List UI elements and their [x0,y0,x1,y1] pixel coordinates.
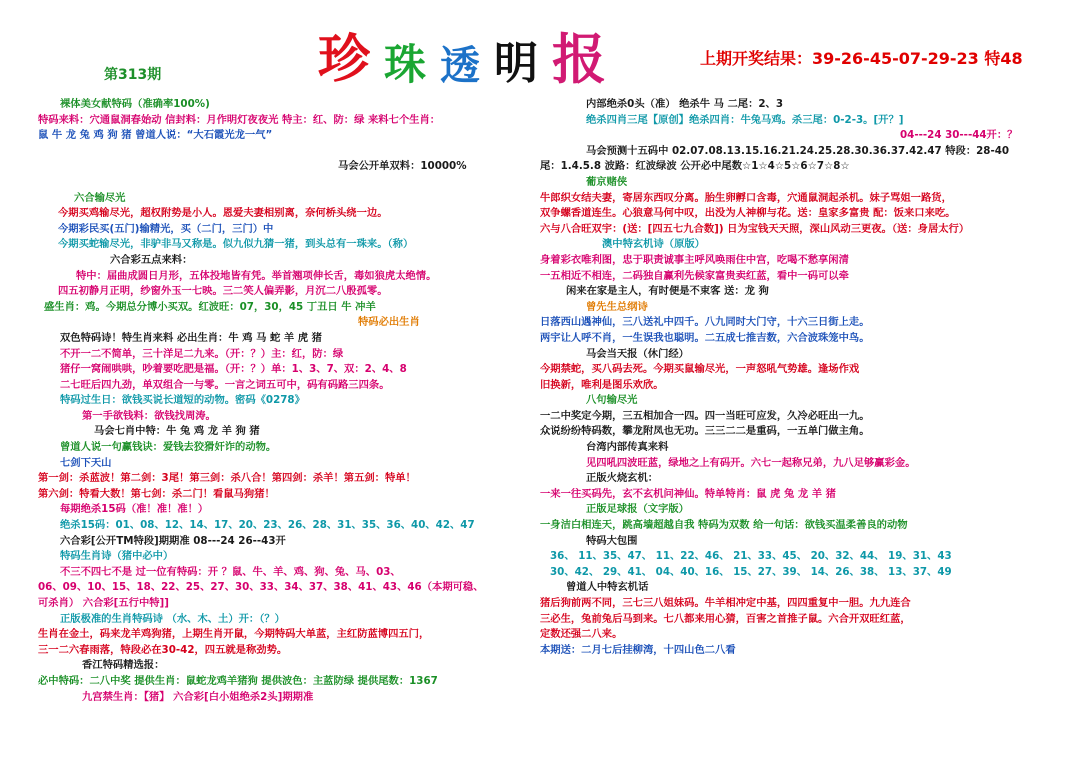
left-column [38,97,500,705]
left-column-text-line: 盛生肖：鸡。今期总分博小买双。红波旺：07，30，45 丁丑日 牛 冲羊 [44,300,376,313]
left-column-text-line [38,144,500,160]
left-column-text-line: 正版极准的生肖特码诗 （水、木、土）开：（？） [60,612,285,625]
left-column-text-line: 特码生肖诗（猪中必中） [60,550,174,563]
right-column-text-line: 曾先生总纲诗 [586,300,648,313]
right-column-text-line: 定数还强二八来。 [540,628,623,641]
right-column-text-line: 一来一往买码先，玄不玄机问神仙。特单特肖：鼠 虎 兔 龙 羊 猪 [540,487,836,500]
right-column-text-line: 牛郎织女结夫妻，寄居东西叹分离。胎生卵孵口含毒，穴通鼠洞起杀机。妹子骂姐一路货， [540,191,952,204]
right-column-text-line: 本期送：二月七后挂柳湾，十四山色二八看 [540,643,736,656]
left-column-text-line: 第一手欲钱料：欲钱找周涛。 [82,409,216,422]
title-char-1: 珍 [318,29,371,90]
last-draw-result: 上期开奖结果：39-26-45-07-29-23 特48 [700,49,1023,68]
left-column-text-line: 必中特码：二八中奖 提供生肖：鼠蛇龙鸡羊猪狗 提供波色：主蓝防绿 提供尾数：1367 [38,674,438,687]
right-column-text-line: 尾：1.4.5.8 波路：红波绿波 公开必中尾数☆1☆4☆5☆6☆7☆8☆ [540,160,850,173]
left-column-text-line: 今期买鸡输尽光，超权附势是小人。恩爱夫妻相别离，奈何桥头绕一边。 [58,207,388,220]
right-column-text-line: 三必生，兔前兔后马到来。七八都来用心猜，百害之首推子鼠。六合开双旺红蓝， [540,612,911,625]
right-column-text-line: 身着彩衣唯利图，忠于职责诚事主呼风唤雨住中宫，吃喝不愁享闲清 [540,253,849,266]
left-column-text-line: 每期绝杀15码（准！准！准！） [60,503,209,516]
right-column-text-line: 台湾内部传真来料 [586,441,669,454]
left-column-text-line: 今期买蛇输尽光，非驴非马又称是。似九似九猜一猪，到头总有一珠来。（称） [58,238,414,251]
right-column-text-line: 36、 11、35、47、 11、22、46、 21、33、45、 20、32、44、 19、31、43 [550,550,952,563]
title-char-4: 明 [494,38,539,89]
right-column [540,97,1048,658]
right-column-text-line: 见四吼四波旺蓝，绿地之上有码开。六七一起称兄弟，九八足够赢彩金。 [586,456,916,469]
right-column-text-line: 马会当天报（休门经） [586,347,689,360]
title-char-2: 珠 [384,40,427,89]
left-column-text-line: 七剑下天山 [60,456,112,469]
left-column-text-line: 裸体美女献特码（准确率100%) [60,98,210,110]
left-column-text-line: 特中：届曲成圆日月形，五体投地皆有凭。举首翘项伸长舌，毒如狼虎太绝情。 [76,269,437,282]
right-column-text-line: 猪后狗前两不同，三七三八姐妹码。牛羊相冲定中基，四四重复中一胆。九九连合 [540,597,911,609]
left-column-text-line: 二七旺后四九劲，单双组合一与零。一言之词五可中，码有码路三四条。 [60,378,390,391]
right-column-text-line: 众说纷纷特码数，攀龙附凤也无功。三三二二是重码，一五单门做主角。 [540,425,870,438]
left-column-text-line: 生肖在金土，码来龙羊鸡狗猪，上期生肖开鼠，今期特码大单蓝，主红防蓝博四五门， [38,628,430,641]
right-column-text-line: 04---24 30---44开：？ [900,129,1018,142]
left-column-text-line: 六合输尽光 [74,191,126,204]
left-column-text-line: 马会公开单双料：10000% [338,160,467,173]
left-column-text-line: 六合彩[公开TM特段]期期准 08---24 26--43开 [60,534,286,547]
left-column-text-line: 绝杀15码：01、08、12、14、17、20、23、26、28、31、35、36、40、42、47 [60,519,475,532]
right-column-text-line: 八句输尽光 [586,394,638,407]
right-column-text-line: 六与八合旺双宇：(送：[四五七九合数]) 日为宝钱天天照，深山风动三更夜。（送：身居太行） [540,222,970,235]
left-column-text-line: 可杀肖） 六合彩[五行中特]] [38,597,169,609]
right-column-text-line: 旧换新，唯利是图乐欢欣。 [540,378,664,391]
right-column-text-line: 日落西山遇神仙，三八送礼中四千。八九同时大门守，十六三日街上走。 [540,316,870,329]
right-column-text-line: 正版火烧玄机： [586,472,659,485]
left-column-text-line: 双色特码诗！特生肖来料 必出生肖：牛 鸡 马 蛇 羊 虎 猪 [60,331,322,344]
left-column-text-line: 九宫禁生肖：【猪】 六合彩[白小姐绝杀2头]期期准 [82,690,314,703]
right-column-text-line: 曾道人中特玄机话 [566,581,649,594]
right-column-text-line: 两宇让人呼不肖，一生误我也聪明。二五成七推吉数，六合波珠笼中鸟。 [540,331,870,344]
left-column-text-line: 特码必出生肖 [358,316,420,329]
left-column-text-line: 香江特码精选报： [82,659,165,672]
left-column-text-line: 四五初静月正明，纱窗外玉一七映。三二笑人偏弄影，月沉二八殷孤零。 [58,285,388,298]
left-column-text-line: 特码过生日：欲钱买说长道短的动物。密码《0278》 [60,394,305,407]
right-column-text-line: 马会预测十五码中 02.07.08.13.15.16.21.24.25.28.30.36.37.42.47 特段：28-40 [586,144,1010,157]
right-column-text-line: 双争螺香道连生。心狼意马何中叹，出没为人神柳与花。送：皇家多富贵 配：饭来口来吃。 [540,207,956,220]
title-char-3: 透 [440,42,481,89]
title-char-5: 报 [552,27,607,91]
right-column-text-line: 一二中奖定今期，三五相加合一四。四一当旺可应发，久冷必旺出一九。 [540,409,870,422]
right-column-text-line: 今期禁蛇，买八码去死。今期买鼠输尽光，一声怒吼气势雄。逢场作戏 [540,363,860,376]
right-column-text-line: 30、42、 29、41、 04、40、16、 15、27、39、 14、26、38、 13、37、49 [550,565,952,578]
left-column-text-line: 特码来料：穴通鼠洞春始动 信封料：月作明灯夜夜光 特主：红、防：绿 来料七个生肖： [38,113,441,126]
issue-number: 第313期 [104,67,162,83]
left-column-text-line: 马会七肖中特：牛 兔 鸡 龙 羊 狗 猪 [94,425,260,438]
right-column-text-line: 澳中特玄机诗（原版） [602,238,705,251]
right-column-text-line: 特码大包围 [586,534,638,547]
left-column-text-line: 06、09、10、15、18、22、25、27、30、33、34、37、38、41、43、46（本期可稳、 [38,581,484,594]
right-column-text-line: 一五相近不相连，二码独自赢利先候家富贵卖红蓝，看中一码可以牵 [540,269,849,282]
left-column-text-line: 今期彩民买(五门)输精光，买（二门，三门）中 [58,222,274,235]
left-column-text-line: 鼠 牛 龙 兔 鸡 狗 猪 曾道人说：“大石霞光龙一气” [38,129,273,142]
left-column-text-line: 三一二六春雨落，特段必在30-42，四五就是称劲势。 [38,643,288,656]
right-column-text-line: 葡京赌侠 [586,175,628,188]
left-column-text-line: 曾道人说一句赢钱诀：爱钱去狡猾奸诈的动物。 [60,441,277,454]
right-column-text-line: 闲来在家是主人，有时便是不束客 送：龙 狗 [566,285,769,298]
right-column-text-line: 绝杀四肖三尾【原创】绝杀四肖：牛兔马鸡。杀三尾：0-2-3。[开？] [586,113,904,126]
left-column-text-line: 第一剑：杀蓝波！第二剑：3尾！第三剑：杀八合！第四剑：杀羊！第五剑：特单！ [38,472,416,485]
left-column-text-line: 六合彩五点来料： [110,253,193,266]
right-column-text-line: 一身洁白相连天，跳高墙超越自我 特码为双数 给一句话：欲钱买温柔善良的动物 [540,519,908,532]
left-column-text-line: 不三不四七不是 过一位有特码：开 ？鼠、牛、羊、鸡、狗、兔、马、03、 [60,565,401,578]
left-column-text-line: 猪仔一窝闹哄哄，吵着要吃肥是福。（开：？）单：1、3、7、双：2、4、8 [60,363,407,376]
left-column-text-line [38,175,500,191]
masthead-title [318,26,607,91]
left-column-text-line: 第六剑：特看大数！第七剑：杀二门！看鼠马狗猪！ [38,487,275,500]
right-column-text-line: 正版足球报（文字版） [586,503,689,516]
right-column-text-line: 内部绝杀0头（准） 绝杀牛 马 二尾：2、3 [586,98,783,110]
left-column-text-line: 不开一二不简单，三十洋足二九来。（开：？）主：红，防：绿 [60,347,344,360]
